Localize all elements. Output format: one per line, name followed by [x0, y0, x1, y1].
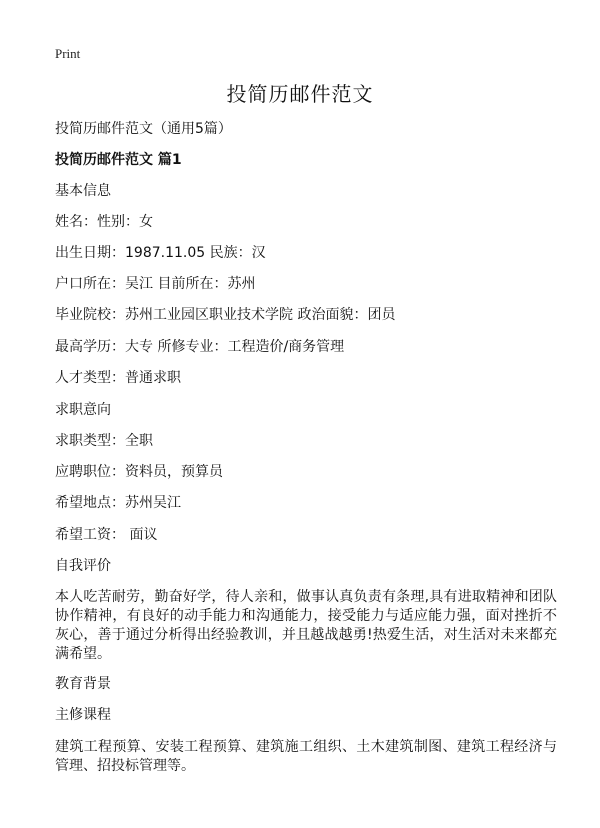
courses-paragraph: 建筑工程预算、安装工程预算、建筑施工组织、土木建筑制图、建筑工程经济与管理、招投标管理等。: [55, 739, 557, 774]
section-heading: 投简历邮件范文 篇1: [55, 152, 182, 168]
document-subtitle: 投简历邮件范文（通用5篇）: [55, 121, 232, 137]
job-intent-heading: 求职意向: [55, 402, 111, 418]
location-line: 希望地点：苏州吴江: [55, 495, 181, 511]
courses-heading: 主修课程: [55, 707, 111, 723]
talent-type-line: 人才类型：普通求职: [55, 370, 181, 386]
salary-line: 希望工资： 面议: [55, 527, 158, 543]
school-line: 毕业院校：苏州工业园区职业技术学院 政治面貌：团员: [55, 307, 396, 323]
name-gender-line: 姓名：性别：女: [55, 214, 153, 230]
education-line: 最高学历：大专 所修专业：工程造价/商务管理: [55, 339, 345, 355]
self-eval-paragraph: 本人吃苦耐劳，勤奋好学，待人亲和，做事认真负责有条理,具有进取精神和团队协作精神，有良好的动手能力和沟通能力，接受能力与适应能力强，面对挫折不灰心，善于通过分析得出经验教训，并且越战越勇!热爱生活，对生活对未来都充满希望。: [55, 589, 557, 662]
basic-info-heading: 基本信息: [55, 183, 111, 199]
document-title: 投简历邮件范文: [226, 82, 374, 106]
birth-ethnicity-line: 出生日期：1987.11.05 民族：汉: [55, 245, 266, 261]
self-eval-heading: 自我评价: [55, 558, 111, 574]
job-type-line: 求职类型：全职: [55, 433, 153, 449]
position-line: 应聘职位：资料员，预算员: [55, 464, 223, 480]
residence-line: 户口所在：吴江 目前所在：苏州: [55, 276, 256, 292]
print-link[interactable]: Print: [55, 46, 81, 61]
education-background-heading: 教育背景: [55, 676, 111, 692]
